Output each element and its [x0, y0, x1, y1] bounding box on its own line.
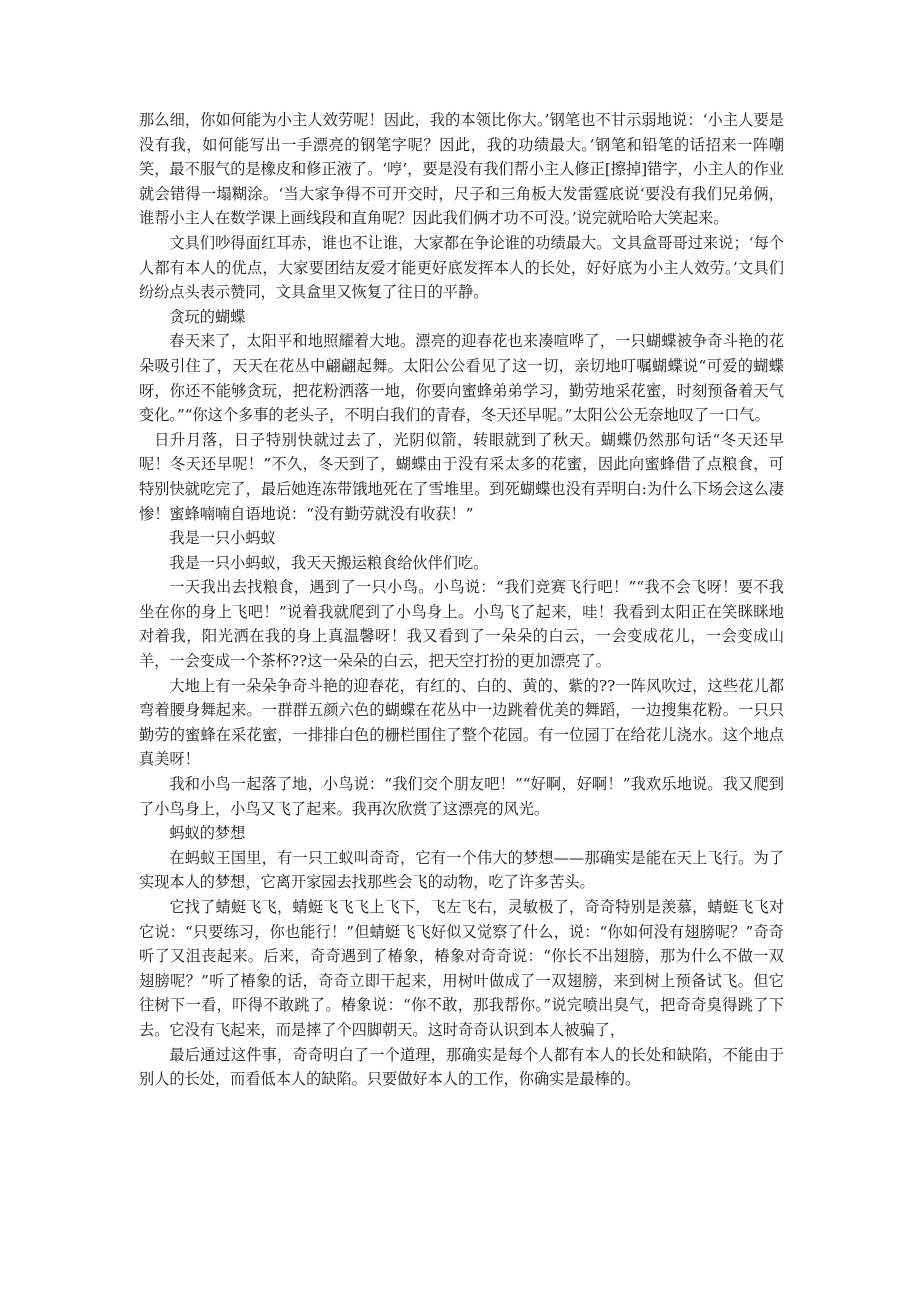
paragraph: 大地上有一朵朵争奇斗艳的迎春花，有红的、白的、黄的、紫的??一阵风吹过，这些花儿都弯着腰身舞起来。一群群五颜六色的蝴蝶在花丛中一边跳着优美的舞蹈，一边搜集花粉。一只只勤劳的蜜蜂在采花蜜，一排排白色的栅栏围住了整个花园。有一位园丁在给花儿浇水。这个地点真美呀！ — [139, 676, 784, 769]
paragraph: 最后通过这件事，奇奇明白了一个道理，那确实是每个人都有本人的长处和缺陷，不能由于别人的长处，而看低本人的缺陷。只要做好本人的工作，你确实是最棒的。 — [139, 1045, 784, 1089]
paragraph: 一天我出去找粮食，遇到了一只小鸟。小鸟说：“我们竞赛飞行吧！”“我不会飞呀！要不我坐在你的身上飞吧！”说着我就爬到了小鸟身上。小鸟飞了起来，哇！我看到太阳正在笑眯眯地对着我，阳光洒在我的身上真温馨呀！我又看到了一朵朵的白云，一会变成花儿，一会变成山羊，一会变成一个茶杯??这一朵朵的白云，把天空打扮的更加漂亮了。 — [139, 578, 784, 671]
paragraph: 文具们吵得面红耳赤，谁也不让谁，大家都在争论谁的功绩最大。文具盒哥哥过来说；‘每个人都有本人的优点，大家要团结友爱才能更好底发挥本人的长处，好好底为小主人效劳。’文具们纷纷点头表示赞同，文具盒里又恢复了往日的平静。 — [139, 233, 784, 302]
document-page — [139, 108, 784, 1092]
paragraph: 我和小鸟一起落了地，小鸟说：“我们交个朋友吧！”“好啊，好啊！”我欢乐地说。我又爬到了小鸟身上，小鸟又飞了起来。我再次欣赏了这漂亮的风光。 — [139, 775, 784, 818]
paragraph: 在蚂蚁王国里，有一只工蚁叫奇奇，它有一个伟大的梦想——那确实是能在天上飞行。为了实现本人的梦想，它离开家园去找那些会飞的动物，吃了许多苦头。 — [139, 848, 784, 892]
paragraph: 它找了蜻蜓飞飞，蜻蜓飞飞飞上飞下，飞左飞右，灵敏极了，奇奇特别是羡慕，蜻蜓飞飞对它说：“只要练习，你也能行！”但蜻蜓飞飞好似又觉察了什么，说：“你如何没有翅膀呢？”奇奇听了又沮丧起来。后来，奇奇遇到了椿象，椿象对奇奇说：“你长不出翅膀，那为什么不做一双翅膀呢？”听了椿象的话，奇奇立即干起来，用树叶做成了一双翅膀，来到树上预备试飞。但它往树下一看，吓得不敢跳了。椿象说：“你不敢，那我帮你。”说完喷出臭气，把奇奇臭得跳了下去。它没有飞起来，而是摔了个四脚朝天。这时奇奇认识到本人被骗了， — [139, 898, 784, 1039]
paragraph: 那么细，你如何能为小主人效劳呢！因此，我的本领比你大。’钢笔也不甘示弱地说：‘小主人要是没有我，如何能写出一手漂亮的钢笔字呢？因此，我的功绩最大。’钢笔和铅笔的话招来一阵嘲笑，最不服气的是橡皮和修正液了。‘哼’，要是没有我们帮小主人修正[擦掉]错字，小主人的作业就会错得一塌糊涂。‘当大家争得不可开交时，尺子和三角板大发雷霆底说‘要没有我们兄弟俩，谁帮小主人在数学课上画线段和直角呢？因此我们俩才功不可没。’说完就哈哈大笑起来。 — [139, 111, 784, 228]
paragraph: 日升月落，日子特别快就过去了，光阴似箭，转眼就到了秋天。蝴蝶仍然那句话“冬天还早呢！冬天还早呢！”不久，冬天到了，蝴蝶由于没有采太多的花蜜，因此向蜜蜂借了点粮食，可特别快就吃完了，最后她连冻带饿地死在了雪堆里。到死蝴蝶也没有弄明白:为什么下场会这么凄惨！蜜蜂喃喃自语地说：“没有勤劳就没有收获！” — [139, 430, 784, 523]
section-title: 我是一只小蚂蚁 — [169, 529, 276, 548]
paragraph: 我是一只小蚂蚁，我天天搬运粮食给伙伴们吃。 — [169, 553, 489, 572]
section-title: 贪玩的蝴蝶 — [169, 307, 246, 326]
paragraph: 春天来了，太阳平和地照耀着大地。漂亮的迎春花也来凑喧哗了，一只蝴蝶被争奇斗艳的花朵吸引住了，天天在花丛中翩翩起舞。太阳公公看见了这一切，亲切地叮嘱蝴蝶说“可爱的蝴蝶呀，你还不能够贪玩，把花粉洒落一地，你要向蜜蜂弟弟学习，勤劳地采花蜜，时刻预备着天气变化。”“你这个多事的老头子，不明白我们的青春，冬天还早呢。”太阳公公无奈地叹了一口气。 — [139, 332, 784, 425]
section-title: 蚂蚁的梦想 — [169, 824, 246, 843]
